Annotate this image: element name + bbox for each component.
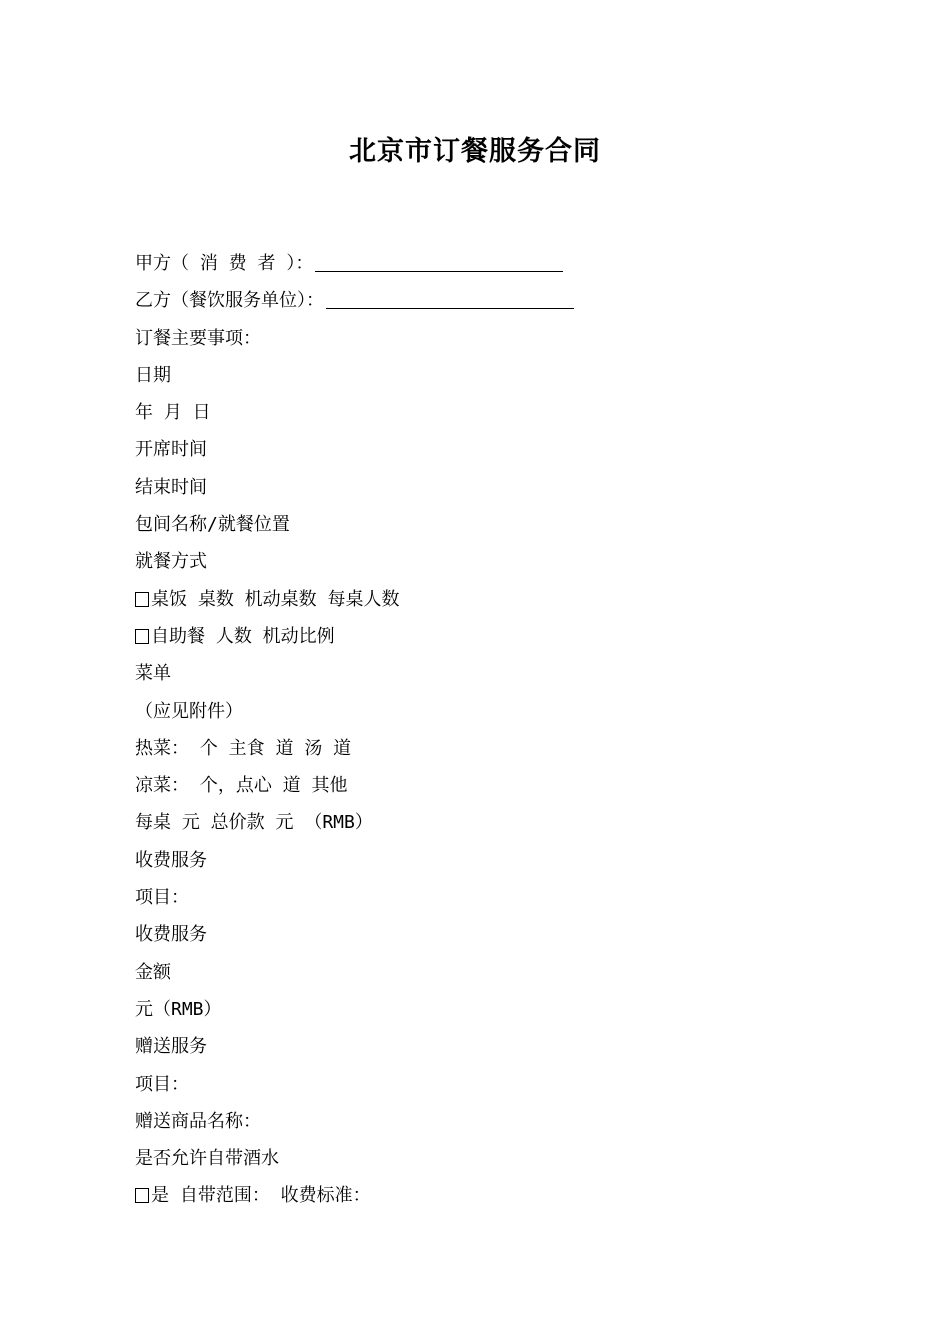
option-table-line <box>135 581 855 618</box>
party-b-label: 乙方（餐饮服务单位）： <box>135 290 324 312</box>
buffet-checkbox[interactable] <box>135 629 149 644</box>
page-title: 北京市订餐服务合同 <box>349 136 601 167</box>
text-line: 订餐主要事项： <box>135 327 261 349</box>
text-line: 凉菜： 个，点心 道 其他 <box>135 775 348 797</box>
party-a-line <box>135 245 855 282</box>
text-line: 包间名称/就餐位置 <box>135 514 290 536</box>
option-yes-label: 是 自带范围： 收费标准： <box>151 1185 371 1207</box>
option-buffet-line <box>135 618 855 655</box>
option-yes-line <box>135 1177 855 1214</box>
table-meal-checkbox[interactable] <box>135 592 149 607</box>
text-line: 是否允许自带酒水 <box>135 1148 279 1170</box>
text-line: 就餐方式 <box>135 551 207 573</box>
text-line: （应见附件） <box>135 700 243 722</box>
text-line: 收费服务 <box>135 924 207 946</box>
text-line: 菜单 <box>135 663 171 685</box>
party-a-label: 甲方（ 消 费 者 ）： <box>135 253 314 274</box>
contract-body <box>135 245 855 1215</box>
text-line: 元（RMB） <box>135 998 222 1020</box>
text-line: 项目： <box>135 1073 189 1095</box>
text-line: 开席时间 <box>135 439 207 461</box>
text-line: 热菜： 个 主食 道 汤 道 <box>135 737 352 759</box>
text-line: 年 月 日 <box>135 402 211 424</box>
option-table-label: 桌饭 桌数 机动桌数 每桌人数 <box>151 588 400 610</box>
party-b-blank[interactable] <box>326 288 574 309</box>
text-line: 收费服务 <box>135 849 207 871</box>
text-line: 赠送服务 <box>135 1036 207 1058</box>
text-line: 赠送商品名称： <box>135 1110 261 1132</box>
text-line: 项目： <box>135 887 189 909</box>
text-line: 每桌 元 总价款 元 （RMB） <box>135 812 373 834</box>
text-line: 金额 <box>135 961 171 983</box>
party-b-line <box>135 282 855 319</box>
option-buffet-label: 自助餐 人数 机动比例 <box>151 625 335 647</box>
party-a-blank[interactable] <box>315 251 563 272</box>
text-line: 日期 <box>135 364 171 386</box>
own-drinks-yes-checkbox[interactable] <box>135 1188 149 1203</box>
text-line: 结束时间 <box>135 476 207 498</box>
